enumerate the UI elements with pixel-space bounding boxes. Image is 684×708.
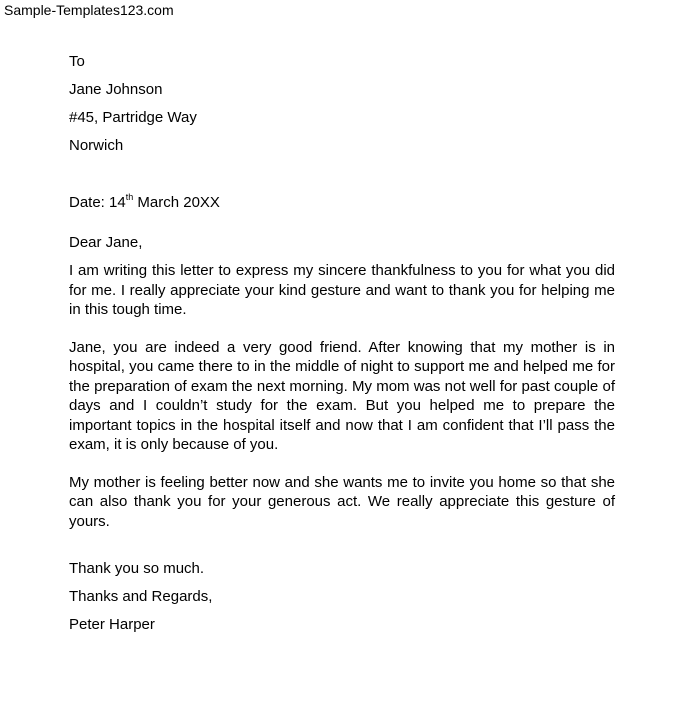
watermark-text: Sample-Templates123.com [4, 2, 174, 18]
paragraph-3: My mother is feeling better now and she wants me to invite you home so that she can also thank you for your generous act. We really appreciate this gesture of yours. [69, 473, 615, 530]
date-ordinal: th [125, 192, 134, 202]
date-rest: March 20XX [133, 194, 220, 211]
letter-body [69, 52, 615, 643]
letter-date [69, 193, 615, 221]
paragraph-2: Jane, you are indeed a very good friend. After knowing that my mother is in hospital, you came there to in the middle of night to support me and helped me for the preparation of exam the next morning. My mom was not well for past couple of days and I couldn’t study for the exam. But you helped me to prepare the important topics in the hospital itself and now that I am confident that I’ll pass the exam, it is only because of you. [69, 338, 615, 453]
date-prefix: Date: 14 [69, 194, 126, 211]
recipient-city: Norwich [69, 137, 124, 154]
paragraph-1: I am writing this letter to express my sincere thankfulness to you for what you did for me. I really appreciate your kind gesture and want to thank you for helping me in this tough time. [69, 262, 615, 318]
closing-regards: Thanks and Regards, [69, 588, 213, 605]
signature: Peter Harper [69, 616, 155, 633]
recipient-name: Jane Johnson [69, 81, 163, 98]
closing-thanks: Thank you so much. [69, 560, 205, 577]
salutation: Dear Jane, [69, 234, 143, 251]
recipient-street: #45, Partridge Way [69, 109, 197, 126]
address-to: To [69, 53, 85, 70]
